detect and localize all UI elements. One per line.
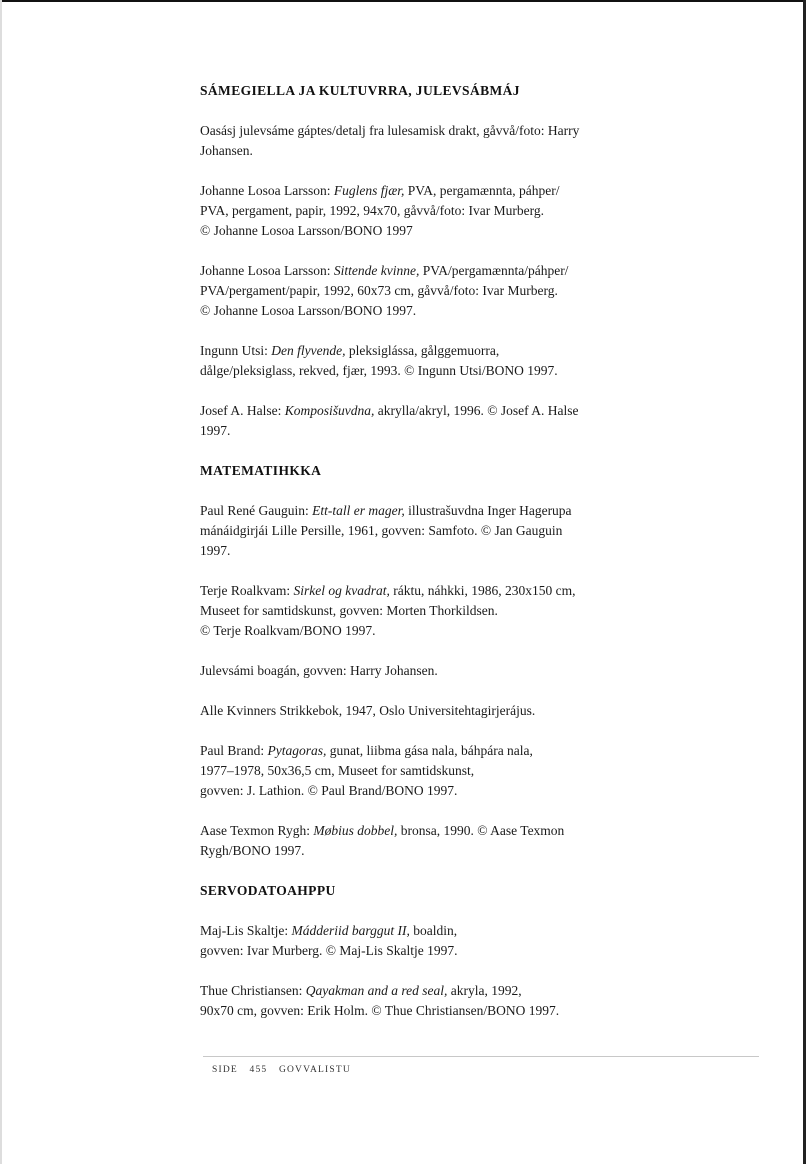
credit-line bbox=[200, 181, 615, 201]
credit-line bbox=[200, 601, 615, 621]
credit-line bbox=[200, 821, 615, 841]
credit-entry bbox=[200, 341, 615, 381]
credit-line bbox=[200, 201, 615, 221]
artwork-title: Qayakman and a red seal, bbox=[305, 983, 448, 998]
artwork-title: Komposišuvdna, bbox=[284, 403, 375, 418]
credit-entry bbox=[200, 701, 615, 721]
credit-entry bbox=[200, 661, 615, 681]
credit-line bbox=[200, 941, 615, 961]
credit-line bbox=[200, 401, 615, 421]
credit-text: govven: J. Lathion. © Paul Brand/BONO 1997. bbox=[200, 783, 458, 798]
credit-entry bbox=[200, 821, 615, 861]
credit-entry bbox=[200, 981, 615, 1021]
credit-text: akrylla/akryl, 1996. © Josef A. Halse bbox=[374, 403, 579, 418]
artwork-title: Mádderiid barggut II, bbox=[291, 923, 410, 938]
credit-entry bbox=[200, 261, 615, 321]
credit-text: PVA, pergament, papir, 1992, 94x70, gåvvå/foto: Ivar Murberg. bbox=[200, 203, 545, 218]
credit-text: Rygh/BONO 1997. bbox=[200, 843, 305, 858]
credit-text: mánáidgirjái Lille Persille, 1961, govven: Samfoto. © Jan Gauguin bbox=[200, 523, 563, 538]
top-border bbox=[0, 0, 806, 2]
credit-text: Johansen. bbox=[200, 143, 253, 158]
credit-text: Museet for samtidskunst, govven: Morten Thorkildsen. bbox=[200, 603, 498, 618]
artwork-title: Fuglens fjær, bbox=[333, 183, 405, 198]
credit-line bbox=[200, 741, 615, 761]
credit-text: illustrašuvdna Inger Hagerupa bbox=[404, 503, 572, 518]
credit-line bbox=[200, 921, 615, 941]
credit-line bbox=[200, 361, 615, 381]
artwork-title: Ett-tall er mager, bbox=[312, 503, 405, 518]
credit-text: boaldin, bbox=[409, 923, 458, 938]
credit-text: gunat, liibma gása nala, báhpára nala, bbox=[326, 743, 533, 758]
footer-page-number: 455 bbox=[249, 1065, 268, 1075]
credit-line bbox=[200, 261, 615, 281]
artwork-title: Pytagoras, bbox=[267, 743, 327, 758]
section-heading: SERVODATOAHPPU bbox=[200, 883, 336, 898]
credit-line bbox=[200, 501, 615, 521]
credit-text: Thue Christiansen: bbox=[200, 983, 306, 998]
credit-line bbox=[200, 701, 615, 721]
footer-section-title: GOVVALISTU bbox=[278, 1065, 351, 1075]
section-heading: MATEMATIHKKA bbox=[200, 463, 322, 478]
credit-line bbox=[200, 981, 615, 1001]
credit-text: govven: Ivar Murberg. © Maj-Lis Skaltje 1997. bbox=[200, 943, 458, 958]
credit-line bbox=[200, 301, 615, 321]
credits-list bbox=[200, 81, 615, 1021]
credit-text: Josef A. Halse: bbox=[200, 403, 285, 418]
credit-text: pleksiglássa, gålggemuorra, bbox=[345, 343, 500, 358]
credit-entry bbox=[200, 581, 615, 641]
credit-line bbox=[200, 221, 615, 241]
credit-text: © Terje Roalkvam/BONO 1997. bbox=[200, 623, 376, 638]
credit-text: Paul René Gauguin: bbox=[200, 503, 313, 518]
credit-text: Alle Kvinners Strikkebok, 1947, Oslo Universitehtagirjerájus. bbox=[200, 703, 536, 718]
credit-entry bbox=[200, 921, 615, 961]
credit-entry bbox=[200, 181, 615, 241]
credit-text: Aase Texmon Rygh: bbox=[200, 823, 314, 838]
artwork-title: Møbius dobbel, bbox=[313, 823, 398, 838]
credit-text: akryla, 1992, bbox=[447, 983, 522, 998]
credit-line bbox=[200, 621, 615, 641]
credit-line bbox=[200, 281, 615, 301]
credit-line bbox=[200, 581, 615, 601]
credit-text: dålge/pleksiglass, rekved, fjær, 1993. © Ingunn Utsi/BONO 1997. bbox=[200, 363, 558, 378]
artwork-title: Sirkel og kvadrat, bbox=[293, 583, 390, 598]
credit-line bbox=[200, 761, 615, 781]
credit-text: Ingunn Utsi: bbox=[200, 343, 272, 358]
credit-text: © Johanne Losoa Larsson/BONO 1997 bbox=[200, 223, 413, 238]
footer-side-label: SIDE bbox=[212, 1065, 238, 1075]
credit-text: 90x70 cm, govven: Erik Holm. © Thue Christiansen/BONO 1997. bbox=[200, 1003, 560, 1018]
credit-entry bbox=[200, 741, 615, 801]
credit-text: 1977–1978, 50x36,5 cm, Museet for samtidskunst, bbox=[200, 763, 475, 778]
credit-line bbox=[200, 661, 615, 681]
artwork-title: Den flyvende, bbox=[271, 343, 346, 358]
credit-line bbox=[200, 341, 615, 361]
credit-text: Maj-Lis Skaltje: bbox=[200, 923, 292, 938]
credit-text: © Johanne Losoa Larsson/BONO 1997. bbox=[200, 303, 417, 318]
credit-text: Oasásj julevsáme gáptes/detalj fra lulesamisk drakt, gåvvå/foto: Harry bbox=[200, 123, 580, 138]
credit-text: Julevsámi boagán, govven: Harry Johansen. bbox=[200, 663, 438, 678]
page-footer bbox=[212, 1065, 359, 1075]
credit-text: PVA/pergament/papir, 1992, 60x73 cm, gåvvå/foto: Ivar Murberg. bbox=[200, 283, 558, 298]
credit-text: ráktu, náhkki, 1986, 230x150 cm, bbox=[389, 583, 576, 598]
credit-line bbox=[200, 1001, 615, 1021]
credit-text: Terje Roalkvam: bbox=[200, 583, 294, 598]
credit-text: bronsa, 1990. © Aase Texmon bbox=[397, 823, 565, 838]
credit-entry bbox=[200, 501, 615, 561]
artwork-title: Sittende kvinne, bbox=[333, 263, 420, 278]
section-heading: SÁMEGIELLA JA KULTUVRRA, JULEVSÁBMÁJ bbox=[200, 83, 520, 98]
credit-line bbox=[200, 521, 615, 541]
left-scan-edge bbox=[0, 0, 2, 1164]
credit-entry bbox=[200, 121, 615, 161]
credit-line bbox=[200, 421, 615, 441]
credit-line bbox=[200, 841, 615, 861]
credit-text: Johanne Losoa Larsson: bbox=[200, 263, 334, 278]
footer-rule bbox=[203, 1056, 759, 1057]
credit-text: Johanne Losoa Larsson: bbox=[200, 183, 334, 198]
credit-text: 1997. bbox=[200, 543, 231, 558]
credit-text: 1997. bbox=[200, 423, 231, 438]
credit-line bbox=[200, 781, 615, 801]
credit-text: Paul Brand: bbox=[200, 743, 268, 758]
credit-line bbox=[200, 541, 615, 561]
credit-entry bbox=[200, 401, 615, 441]
credit-line bbox=[200, 121, 615, 141]
credit-line bbox=[200, 141, 615, 161]
credit-text: PVA/pergamænnta/páhper/ bbox=[419, 263, 569, 278]
credit-text: PVA, pergamænnta, páhper/ bbox=[404, 183, 560, 198]
